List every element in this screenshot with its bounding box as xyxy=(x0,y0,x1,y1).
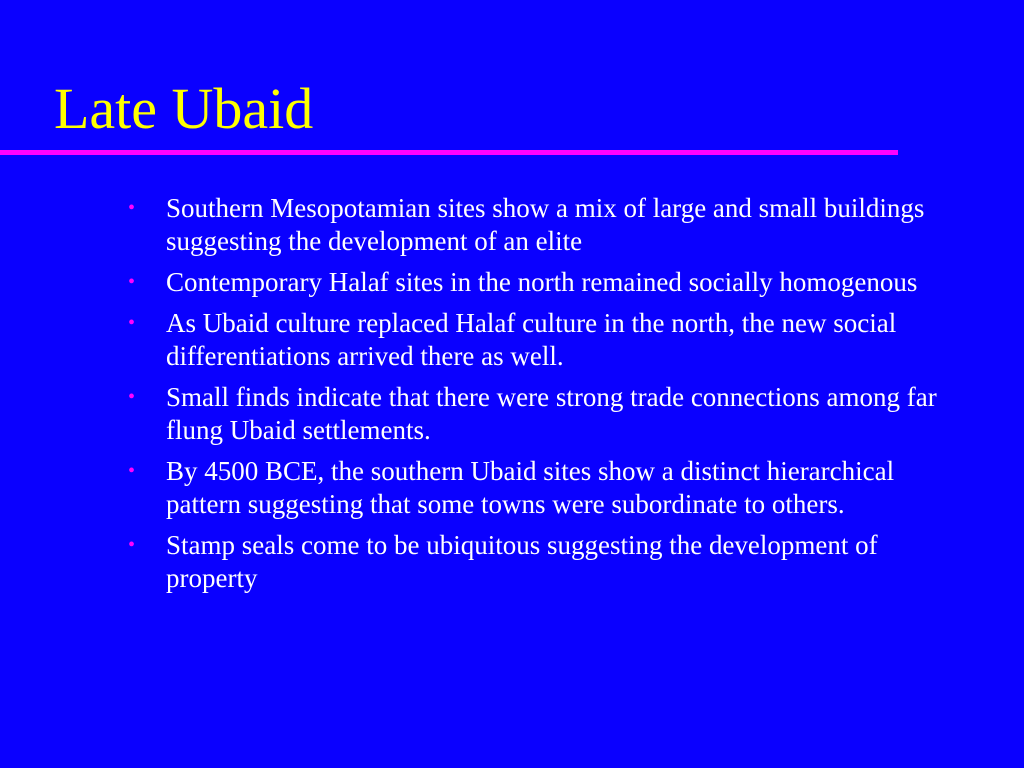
bullet-item xyxy=(128,307,958,373)
bullet-icon: • xyxy=(128,312,136,334)
bullet-item xyxy=(128,266,958,299)
bullet-list xyxy=(128,192,958,603)
bullet-item xyxy=(128,455,958,521)
slide-title: Late Ubaid xyxy=(54,76,314,141)
bullet-item xyxy=(128,192,958,258)
bullet-item xyxy=(128,529,958,595)
title-underline xyxy=(0,150,898,155)
bullet-icon: • xyxy=(128,271,136,293)
bullet-item xyxy=(128,381,958,447)
bullet-icon: • xyxy=(128,534,136,556)
bullet-icon: • xyxy=(128,386,136,408)
bullet-text: Southern Mesopotamian sites show a mix of large and small buildings suggesting the development of an elite xyxy=(166,193,925,256)
bullet-text: Small finds indicate that there were strong trade connections among far flung Ubaid settlements. xyxy=(166,382,937,445)
bullet-text: Stamp seals come to be ubiquitous suggesting the development of property xyxy=(166,530,878,593)
bullet-text: As Ubaid culture replaced Halaf culture in the north, the new social differentiations arrived there as well. xyxy=(166,308,897,371)
bullet-text: By 4500 BCE, the southern Ubaid sites show a distinct hierarchical pattern suggesting that some towns were subordinate to others. xyxy=(166,456,895,519)
bullet-icon: • xyxy=(128,460,136,482)
bullet-icon: • xyxy=(128,197,136,219)
bullet-text: Contemporary Halaf sites in the north remained socially homogenous xyxy=(166,267,918,297)
